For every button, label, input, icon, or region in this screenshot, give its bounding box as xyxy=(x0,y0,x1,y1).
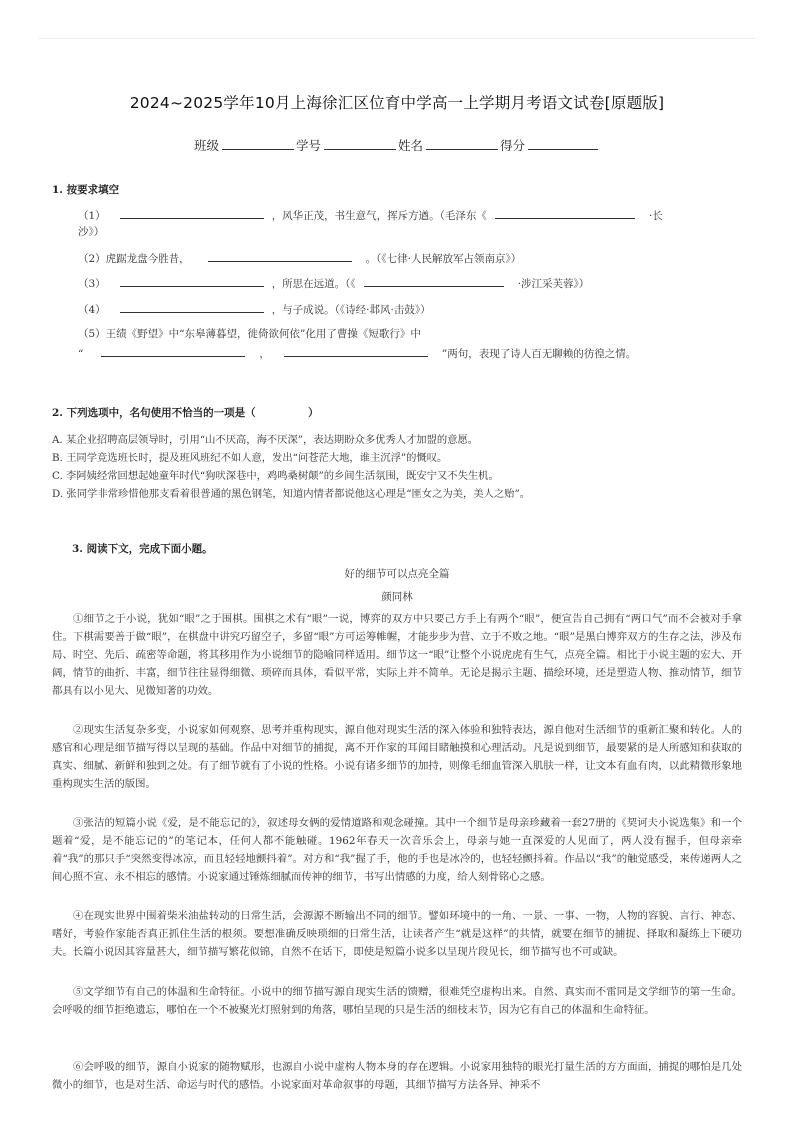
article-paragraph-6: ⑥会呼吸的细节，源自小说家的随物赋形，也源自小说中虚构人物本身的存在逻辑。小说家用独特的眼光打量生活的方方面面，捕捉的哪怕是几处微小的细节，也是对生活、命运与时代的感悟。小说家面对革命叙事的母题，其细节描写方法各异、神采不 xyxy=(52,1061,742,1091)
q1-blank-7[interactable] xyxy=(101,345,245,357)
q1-line3 xyxy=(78,275,589,291)
q1-l2-b: 。（《七律·人民解放军占领南京》） xyxy=(365,253,522,265)
page-title: 2024~2025学年10月上海徐汇区位育中学高一上学期月考语文试卷[原题版] xyxy=(129,94,665,112)
article-title: 好的细节可以点亮全篇 xyxy=(344,568,450,580)
q1-blank-1[interactable] xyxy=(120,207,264,219)
q1-blank-6[interactable] xyxy=(120,301,264,313)
id-blank[interactable] xyxy=(324,137,396,150)
q1-l1-b: ·长 xyxy=(648,210,663,222)
q1-l3-b: ·涉江采芙蓉》） xyxy=(517,278,590,290)
q1-line5: （5）王绩《野望》中“东皋薄暮望，徙倚欲何依”化用了曹操《短歌行》中 xyxy=(78,328,421,340)
q1-l3-a: ，所思在远道。（《 xyxy=(271,278,356,290)
article-paragraph-5: ⑤文学细节有自己的体温和生命特征。小说中的细节描写源自现实生活的馈赠，很难凭空虚构出来。自然、真实而不雷同是文学细节的第一生命。会呼吸的细节拒绝遗忘，哪怕在一个不被聚光灯照射到的角落，哪怕呈现的只是生活的细枝末节，因为它有自己的体温和生命特征。 xyxy=(52,986,742,1016)
q1-line4 xyxy=(78,301,431,317)
article-paragraph-3: ③张洁的短篇小说《爱，是不能忘记的》，叙述母女俩的爱情道路和观念碰撞。其中一个细节是母亲珍藏着一套27册的《契诃夫小说选集》和一个题着“爱，是不能忘记的”的笔记本，任何人都不能触碰。1962年春天一次音乐会上，母亲与她一直深爱的人见面了，两人没有握手，但母亲牵着“我”的那只手“突然变得冰凉，而且轻轻地颤抖着”。对方和“我”握了手，他的手也是冰冷的，也轻轻颤抖着。作品以“我”的触觉感受，来传递两人之间心照不宣、永不相忘的感情。小说家通过锤炼细腻而传神的细节，书写出情感的力度，给人刻骨铭心之感。 xyxy=(52,817,742,883)
q1-l4-a: ，与子成说。（《诗经·邶风·击鼓》） xyxy=(271,304,431,316)
q1-line5-cont xyxy=(78,345,636,361)
q1-blank-8[interactable] xyxy=(284,345,428,357)
q2-heading: 2. 下列选项中，名句使用不恰当的一项是（ ） xyxy=(52,407,319,419)
q1-l5-c: ， xyxy=(259,348,270,360)
q3-heading: 3. 阅读下文，完成下面小题。 xyxy=(72,543,213,555)
article-paragraph-2: ②现实生活复杂多变，小说家如何观察、思考并重构现实，源自他对现实生活的深入体验和独特表达，源自他对生活细节的重新汇聚和转化。人的感官和心理是细节描写得以呈现的基础。作品中对细节的捕捉，离不开作家的耳闻目睹触摸和心理活动。凡是说到细节，最要紧的是人所感知和获取的真实、细腻、新鲜和独到之处。有了细节就有了小说的性格。小说有诸多细节的加持，则像毛细血管深入肌肤一样，让文本有血有肉，以此精微形象地重构现实生活的版图。 xyxy=(52,724,742,790)
article-paragraph-4: ④在现实世界中围着柴米油盐转动的日常生活，会源源不断输出不同的细节。譬如环境中的一角、一景、一事、一物，人物的容貌、言行、神态、嗜好，考验作家能否真正抓住生活的根须。要想准确反映琐细的日常生活，让读者产生“就是这样”的共情，就要在细节的捕捉、择取和凝练上下硬功夫。长篇小说因其容量甚大，细节描写繁花似锦，自然不在话下，即使是短篇小说多以呈现片段见长，细节描写也不可或缺。 xyxy=(52,910,742,958)
q2-option-c[interactable]: C. 李阿姨经常回想起她童年时代“狗吠深巷中，鸡鸣桑树颠”的乡间生活氛围，既安宁又不失生机。 xyxy=(52,470,499,482)
score-label: 得分 xyxy=(500,138,526,153)
q1-line1-cont: 沙》） xyxy=(78,226,105,238)
q2-option-d[interactable]: D. 张同学非常珍惜他那支看着很普通的黑色钢笔，知道内情者都说他这心理是“匪女之为美，美人之贻”。 xyxy=(52,488,531,500)
id-label: 学号 xyxy=(295,138,321,153)
q1-l1-a: ，风华正茂，书生意气，挥斥方遒。（毛泽东《 xyxy=(271,210,487,222)
score-blank[interactable] xyxy=(528,137,598,150)
q1-blank-3[interactable] xyxy=(208,250,352,262)
q1-l3-num: （3） xyxy=(78,278,106,290)
header-rule xyxy=(38,38,756,39)
q1-l5-b: “ xyxy=(78,348,84,360)
q1-line1 xyxy=(78,207,663,223)
class-label: 班级 xyxy=(193,138,219,153)
q1-blank-2[interactable] xyxy=(495,207,635,219)
q1-blank-4[interactable] xyxy=(120,275,264,287)
q1-l2-a: （2）虎踞龙盘今胜昔， xyxy=(78,253,190,265)
info-line xyxy=(0,136,794,154)
q1-blank-5[interactable] xyxy=(364,275,504,287)
article-paragraph-1: ①细节之于小说，犹如“眼”之于围棋。围棋之术有“眼”一说，博弈的双方中只要己方手上有两个“眼”，便宣告自己拥有“两口气”而不会被对手拿住。下棋需要善于做“眼”，在棋盘中讲究巧留空子，多留“眼”方可运筹帷幄，才能步步为营、立于不败之地。“眼”是黑白博弈双方的生存之法，涉及布局、时空、先后、疏密等命题，将其移用作为小说细节的隐喻同样适用。细节这一“眼”让整个小说虎虎有生气，点亮全篇。相比于小说主题的宏大、开阔，情节的曲折、丰富，细节往往显得细微、琐碎而具体，看似平常，实际上并不简单。无论是揭示主题、描绘环境，还是塑造人物、推动情节，细节都具有以小见大、见微知著的功效。 xyxy=(52,613,742,697)
class-blank[interactable] xyxy=(222,137,294,150)
q2-option-b[interactable]: B. 王同学竞选班长时，提及班风班纪不如人意，发出“问苍茫大地，谁主沉浮”的慨叹。 xyxy=(52,452,448,464)
q1-l1-num: （1） xyxy=(78,210,106,222)
q1-line2 xyxy=(78,250,521,266)
name-label: 姓名 xyxy=(398,138,424,153)
q1-l5-d: ”两句，表现了诗人百无聊赖的彷徨之情。 xyxy=(441,348,637,360)
q2-option-a[interactable]: A. 某企业招聘高层领导时，引用“山不厌高，海不厌深”，表达期盼众多优秀人才加盟的意愿。 xyxy=(52,434,479,446)
article-author: 颜同林 xyxy=(381,591,413,603)
name-blank[interactable] xyxy=(426,137,498,150)
q1-l4-num: （4） xyxy=(78,304,106,316)
q1-heading: 1. 按要求填空 xyxy=(52,184,120,196)
